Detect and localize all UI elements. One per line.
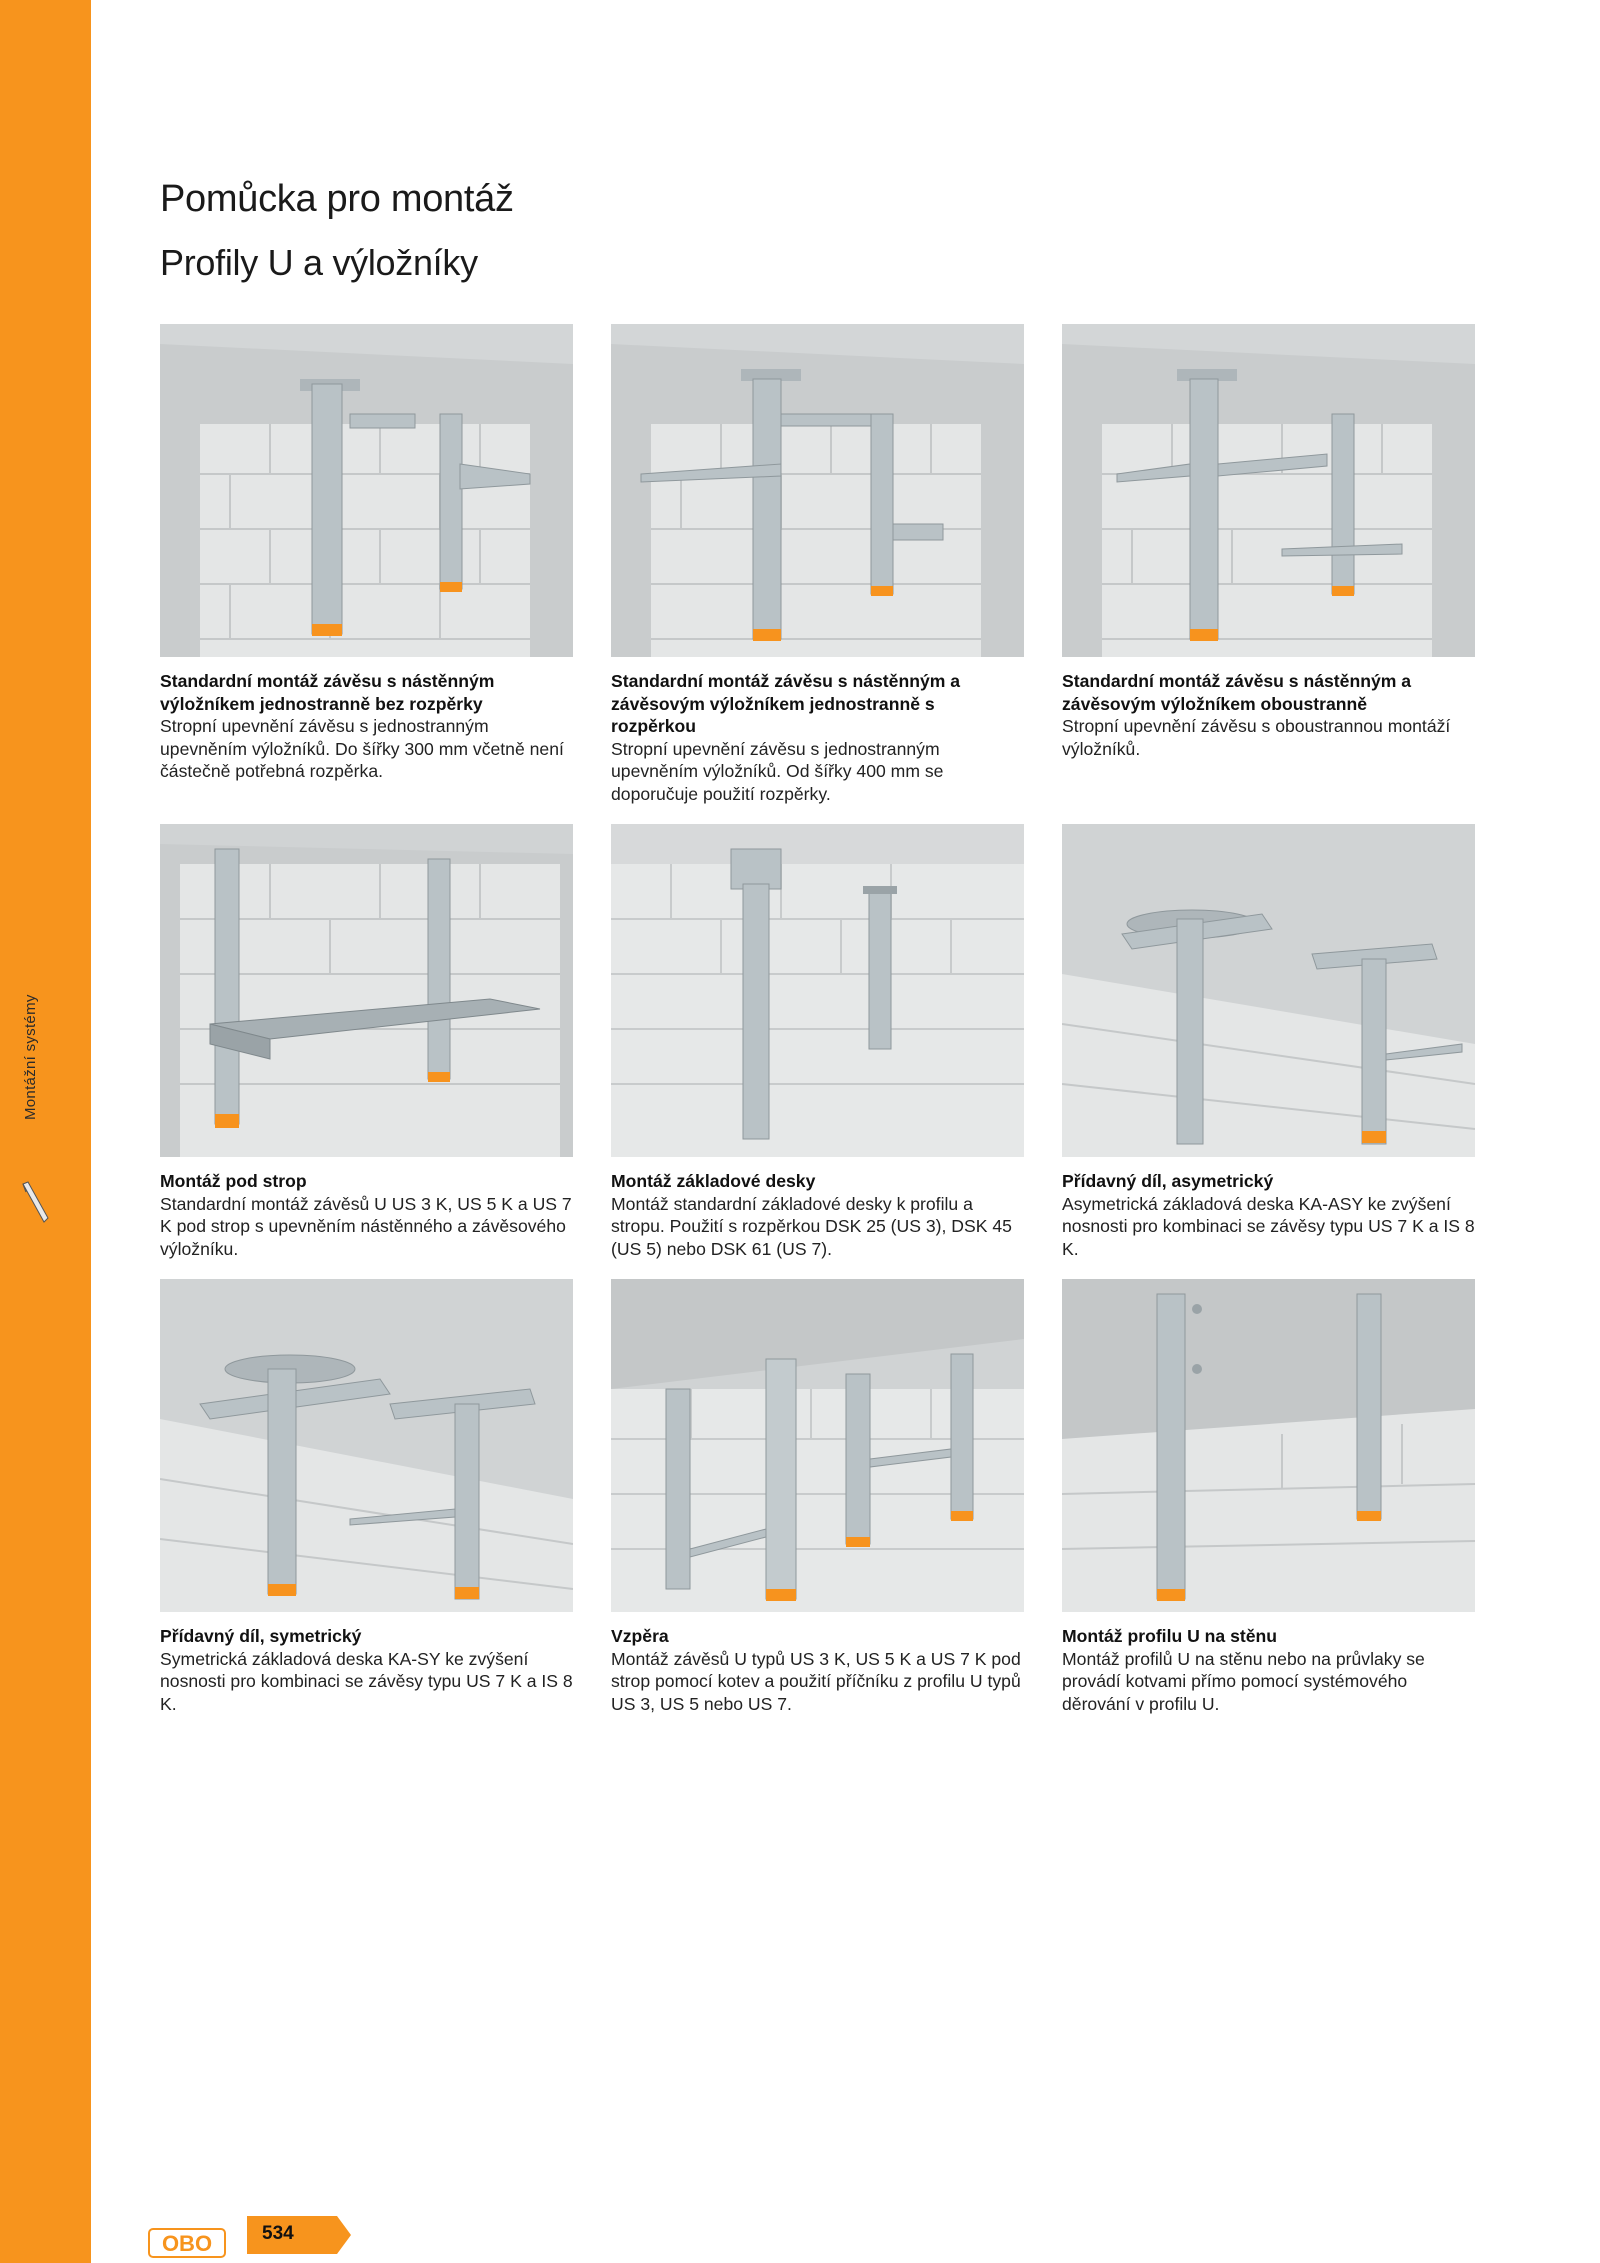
caption-title: Přídavný díl, symetrický xyxy=(160,1626,362,1646)
illustration-wall-bracket-one-side xyxy=(160,324,573,657)
caption-title: Montáž pod strop xyxy=(160,1171,307,1191)
figure-caption xyxy=(1062,1170,1475,1260)
caption-body: Stropní upevnění závěsu s jednostranným upevněním výložníků. Do šířky 300 mm včetně není částečně potřebná rozpěrka. xyxy=(160,716,564,782)
caption-title: Montáž profilu U na stěnu xyxy=(1062,1626,1278,1646)
illustration-bracket-with-spacer xyxy=(611,324,1024,657)
svg-text:OBO: OBO xyxy=(161,2231,213,2256)
side-accent-band xyxy=(0,0,91,2263)
caption-title: Montáž základové desky xyxy=(611,1171,816,1191)
figure-caption xyxy=(160,670,573,783)
caption-body: Montáž standardní základové desky k profilu a stropu. Použití s rozpěrkou DSK 25 (US 3), DSK 45 (US 5) nebo DSK 61 (US 7). xyxy=(611,1193,1012,1259)
figure-caption xyxy=(1062,1625,1475,1715)
figure-caption xyxy=(160,1170,573,1260)
caption-title: Standardní montáž závěsu s nástěnným a závěsovým výložníkem jednostranně s rozpěrkou xyxy=(611,671,961,737)
caption-title: Vzpěra xyxy=(611,1626,669,1646)
caption-body: Standardní montáž závěsů U US 3 K, US 5 K a US 7 K pod strop s upevněním nástěnného a závěsového výložníku. xyxy=(160,1193,572,1259)
caption-body: Asymetrická základová deska KA-ASY ke zvýšení nosnosti pro kombinaci se závěsy typu US 7 K a IS 8 K. xyxy=(1062,1193,1475,1259)
figure-grid xyxy=(160,324,1475,1724)
caption-body: Montáž závěsů U typů US 3 K, US 5 K a US 7 K pod strop pomocí kotev a použití příčníku z profilu U typů US 3, US 5 nebo US 7. xyxy=(611,1648,1021,1714)
caption-title: Standardní montáž závěsu s nástěnným a závěsovým výložníkem oboustranně xyxy=(1062,671,1412,714)
illustration-bracket-both-sides xyxy=(1062,324,1475,657)
caption-body: Stropní upevnění závěsu s oboustrannou montáží výložníků. xyxy=(1062,716,1451,759)
figure-caption xyxy=(160,1625,573,1715)
caption-body: Stropní upevnění závěsu s jednostranným upevněním výložníků. Od šířky 400 mm se doporučuje použití rozpěrky. xyxy=(611,738,944,804)
illustration-strut xyxy=(611,1279,1024,1612)
illustration-ceiling-mount-cable-tray xyxy=(160,824,573,1157)
illustration-wall-mounted-channel xyxy=(1062,1279,1475,1612)
caption-body: Symetrická základová deska KA-SY ke zvýšení nosnosti pro kombinaci se závěsy typu US 7 K a IS 8 K. xyxy=(160,1648,573,1714)
figure-caption xyxy=(611,670,1024,806)
caption-body: Montáž profilů U na stěnu nebo na průvlaky se provádí kotvami přímo pomocí systémového děrování v profilu U. xyxy=(1062,1648,1425,1714)
page-subtitle: Profily U a výložníky xyxy=(160,242,478,283)
illustration-symmetric-add-on xyxy=(160,1279,573,1612)
page-title: Pomůcka pro montáž xyxy=(160,178,514,220)
figure-caption xyxy=(1062,670,1475,760)
page-number: 534 xyxy=(262,2223,294,2244)
wrench-icon xyxy=(20,1180,52,1224)
caption-title: Přídavný díl, asymetrický xyxy=(1062,1171,1274,1191)
obo-logo xyxy=(148,2228,226,2258)
caption-title: Standardní montáž závěsu s nástěnným výložníkem jednostranně bez rozpěrky xyxy=(160,671,495,714)
figure-caption xyxy=(611,1170,1024,1260)
illustration-asymmetric-add-on xyxy=(1062,824,1475,1157)
figure-caption xyxy=(611,1625,1024,1715)
illustration-base-plate xyxy=(611,824,1024,1157)
